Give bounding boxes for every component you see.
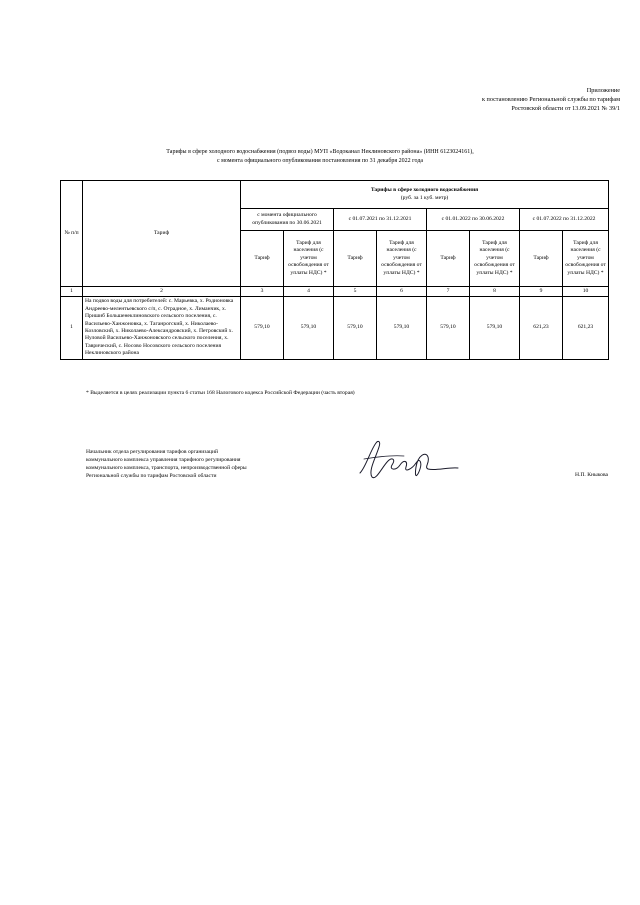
handwritten-signature [356, 437, 466, 483]
header-number: № п/п [61, 181, 83, 287]
period-1: с момента официального опубликования по 30.06.2021 [241, 209, 334, 231]
sub-tariff-2: Тариф [334, 231, 377, 287]
sub-population-4: Тариф для населения (с учетом освобождения от уплаты НДС) * [563, 231, 609, 287]
column-number: 1 [61, 287, 83, 297]
tariff-table [60, 180, 609, 360]
column-number: 10 [563, 287, 609, 297]
sub-population-1: Тариф для населения (с учетом освобождения от уплаты НДС) * [284, 231, 334, 287]
column-number: 7 [427, 287, 470, 297]
column-number: 9 [520, 287, 563, 297]
signatory-line-2: коммунального комплекса управления тарифного регулирования [86, 457, 241, 463]
signatory-line-3: коммунального комплекса, транспорта, непроизводственной сферы [86, 465, 247, 471]
period-3: с 01.01.2022 по 30.06.2022 [427, 209, 520, 231]
appendix-header [360, 86, 620, 113]
row-description: На подвоз воды для потребителей: с. Марьевка, х. Родионовка Андреево-мелентьевского с/п, с. Отрадное, х. Лиманчик, х. Пришиб Большенеклиновского сельского поселения, с. Васильево-Ханжоновка, х. Таганрогский, х. Николаево-Козловский, х. Николаево-Александровский, х. Петровский х. Нуловой Васильево-Ханжоновского сельского поселения, х. Таврический, с. Носово Носовского сельского поселения Неклиновского района [83, 297, 241, 359]
column-number-row [61, 287, 609, 297]
tariff-value: 579,10 [427, 297, 470, 359]
signatory-line-4: Региональной службы по тарифам Ростовской области [86, 473, 217, 479]
column-number: 6 [377, 287, 427, 297]
appendix-resolution: Ростовской области от 13.09.2021 № 39/1 [511, 105, 620, 112]
signatory-name: Н.П. Кныкова [574, 472, 608, 478]
period-4: с 01.07.2022 по 31.12.2022 [520, 209, 609, 231]
row-number: 1 [61, 297, 83, 359]
tariff-value: 579,10 [334, 297, 377, 359]
sub-population-3: Тариф для населения (с учетом освобождения от уплаты НДС) * [470, 231, 520, 287]
column-number: 5 [334, 287, 377, 297]
signatory-line-1: Начальник отдела регулирования тарифов организаций [86, 449, 218, 455]
period-2: с 01.07.2021 по 31.12.2021 [334, 209, 427, 231]
footnote: * Выделяется в целях реализации пункта 6 статьи 168 Налогового кодекса Российской Федерации (часть вторая) [86, 390, 355, 396]
tariff-value: 579,10 [470, 297, 520, 359]
header-tariff: Тариф [83, 181, 241, 287]
header-group-title: Тарифы в сфере холодного водоснабжения [370, 187, 479, 194]
document-title [60, 148, 580, 165]
title-line-2: с момента официального опубликования постановления по 31 декабря 2022 года [216, 157, 424, 164]
signatory-position [86, 448, 316, 480]
sub-tariff-1: Тариф [241, 231, 284, 287]
tariff-value: 579,10 [284, 297, 334, 359]
tariff-value: 621,23 [520, 297, 563, 359]
column-number: 3 [241, 287, 284, 297]
tariff-value: 579,10 [377, 297, 427, 359]
column-number: 2 [83, 287, 241, 297]
column-number: 8 [470, 287, 520, 297]
title-line-1: Тарифы в сфере холодного водоснабжения (подвоз воды) МУП «Водоканал Неклиновского района» (ИНН 6123024161), [166, 149, 474, 155]
sub-tariff-3: Тариф [427, 231, 470, 287]
tariff-value: 579,10 [241, 297, 284, 359]
header-group-unit: (руб. за 1 куб. метр) [400, 194, 449, 201]
column-number: 4 [284, 287, 334, 297]
sub-population-2: Тариф для населения (с учетом освобождения от уплаты НДС) * [377, 231, 427, 287]
appendix-label: Приложение [586, 87, 620, 94]
sub-tariff-4: Тариф [520, 231, 563, 287]
appendix-reference: к постановлению Региональной службы по тарифам [481, 96, 620, 103]
tariff-value: 621,23 [563, 297, 609, 359]
header-group [241, 181, 609, 209]
table-row [61, 297, 609, 359]
